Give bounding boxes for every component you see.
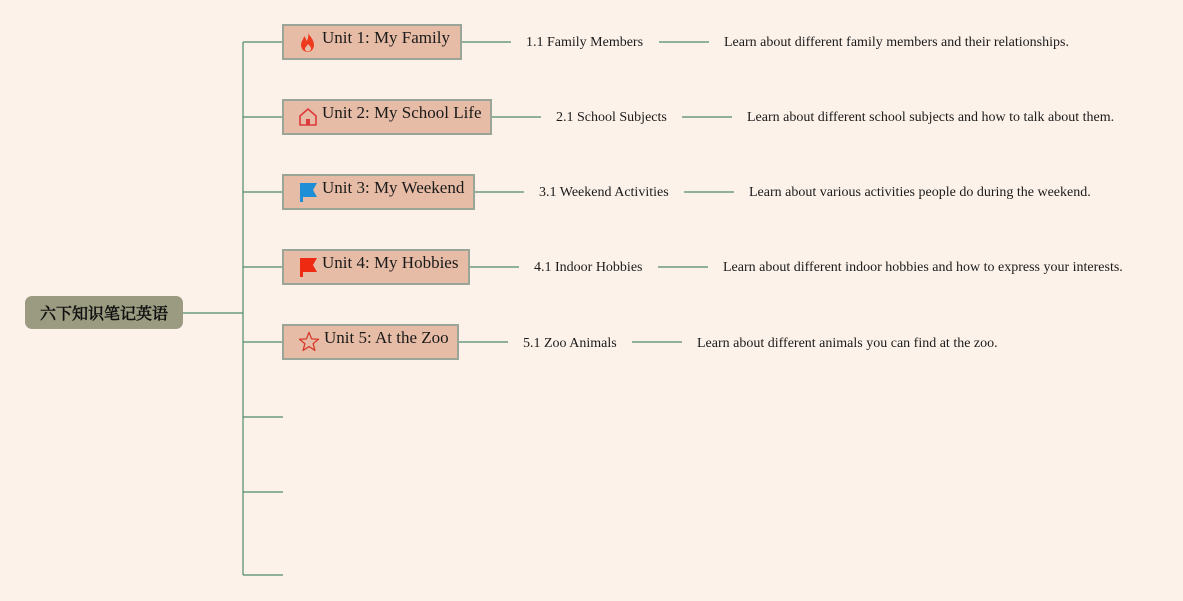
subtopic-node-2[interactable]: 2.1 School Subjects bbox=[556, 110, 667, 125]
description-node-5[interactable]: Learn about different animals you can find at the zoo. bbox=[697, 336, 998, 351]
fire-icon bbox=[298, 31, 318, 53]
subtopic-node-3[interactable]: 3.1 Weekend Activities bbox=[539, 185, 669, 200]
blue-flag-icon bbox=[298, 181, 318, 203]
unit-label: Unit 4: My Hobbies bbox=[322, 253, 459, 272]
red-flag-icon bbox=[298, 256, 318, 278]
unit-label: Unit 2: My School Life bbox=[322, 103, 482, 122]
unit-node-4[interactable] bbox=[282, 249, 470, 285]
root-node[interactable] bbox=[25, 296, 183, 329]
description-node-1[interactable]: Learn about different family members and their relationships. bbox=[724, 35, 1069, 50]
unit-node-5[interactable] bbox=[282, 324, 459, 360]
subtopic-node-1[interactable]: 1.1 Family Members bbox=[526, 35, 644, 50]
description-node-3[interactable]: Learn about various activities people do during the weekend. bbox=[749, 185, 1091, 200]
unit-node-1[interactable] bbox=[282, 24, 462, 60]
star-icon bbox=[298, 331, 320, 353]
description-node-4[interactable]: Learn about different indoor hobbies and how to express your interests. bbox=[723, 260, 1123, 275]
unit-label: Unit 1: My Family bbox=[322, 28, 450, 47]
description-node-2[interactable]: Learn about different school subjects and how to talk about them. bbox=[747, 110, 1115, 125]
unit-node-3[interactable] bbox=[282, 174, 475, 210]
root-label: 六下知识笔记英语 bbox=[39, 304, 168, 323]
unit-label: Unit 5: At the Zoo bbox=[324, 328, 449, 347]
subtopic-node-5[interactable]: 5.1 Zoo Animals bbox=[523, 336, 617, 351]
unit-label: Unit 3: My Weekend bbox=[322, 178, 465, 197]
house-icon bbox=[298, 106, 318, 128]
unit-node-2[interactable] bbox=[282, 99, 492, 135]
subtopic-node-4[interactable]: 4.1 Indoor Hobbies bbox=[534, 260, 643, 275]
